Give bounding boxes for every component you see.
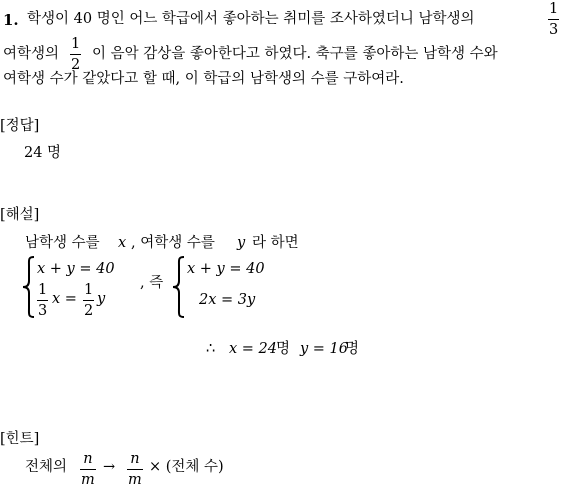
system1-equation-1: x + y = 40 xyxy=(37,261,115,277)
system1-fraction-1-2 xyxy=(83,283,94,318)
solution-header: [해설] xyxy=(0,207,40,223)
solution-intro-b: , 여학생 수를 xyxy=(131,235,215,251)
problem-line-2-text: 이 음악 감상을 좋아한다고 하였다. 축구를 좋아하는 남학생 수와 xyxy=(92,46,498,62)
fraction-numerator: 1 xyxy=(38,282,48,298)
system1-fraction-1-3 xyxy=(37,283,48,318)
hint-header: [힌트] xyxy=(0,431,40,447)
result-y-unit: 명 xyxy=(345,341,360,357)
solution-connector: , 즉 xyxy=(140,275,164,291)
result-y: y = 16 xyxy=(300,341,349,357)
fraction-bar xyxy=(80,469,96,470)
fraction-numerator: n xyxy=(83,451,93,467)
fraction-denominator: 3 xyxy=(38,302,48,319)
hint-prefix: 전체의 xyxy=(25,459,68,475)
variable-x: x xyxy=(118,235,127,251)
result-x-unit: 명 xyxy=(276,341,291,357)
answer-header: [정답] xyxy=(0,118,40,134)
problem-fraction-1-2 xyxy=(70,37,81,72)
system1-equation-2-mid: x = xyxy=(52,291,77,307)
problem-number: 1. xyxy=(3,11,19,29)
arrow-icon: → xyxy=(103,459,116,475)
answer-value: 24 명 xyxy=(24,145,62,161)
problem-line-3: 여학생 수가 같았다고 할 때, 이 학급의 남학생의 수를 구하여라. xyxy=(3,71,404,87)
fraction-bar xyxy=(83,300,94,301)
hint-fraction-1 xyxy=(80,452,96,487)
fraction-numerator: 1 xyxy=(84,282,94,298)
hint-suffix: × (전체 수) xyxy=(149,459,224,475)
fraction-numerator: 1 xyxy=(71,36,81,52)
left-brace-icon xyxy=(172,256,186,318)
result-x: x = 24 xyxy=(229,341,277,357)
fraction-bar xyxy=(37,300,48,301)
system1-equation-2-end: y xyxy=(97,291,106,307)
fraction-denominator: 3 xyxy=(549,21,559,38)
problem-fraction-1-3 xyxy=(548,2,559,37)
variable-y: y xyxy=(237,235,246,251)
solution-intro-a: 남학생 수를 xyxy=(25,235,100,251)
left-brace-icon xyxy=(22,256,36,318)
fraction-denominator: m xyxy=(128,471,142,488)
fraction-numerator: 1 xyxy=(549,1,559,17)
therefore-icon: ∴ xyxy=(206,341,216,357)
problem-line-2-prefix: 여학생의 xyxy=(3,46,60,62)
fraction-bar xyxy=(127,469,143,470)
fraction-bar xyxy=(548,19,559,20)
fraction-denominator: 2 xyxy=(71,56,81,73)
solution-intro-c: 라 하면 xyxy=(252,235,299,251)
problem-line-1: 학생이 40 명인 어느 학급에서 좋아하는 취미를 조사하였더니 남학생의 xyxy=(27,11,475,27)
fraction-bar xyxy=(70,54,81,55)
fraction-denominator: m xyxy=(81,471,95,488)
system2-equation-1: x + y = 40 xyxy=(187,261,265,277)
system2-equation-2: 2x = 3y xyxy=(199,292,256,308)
fraction-denominator: 2 xyxy=(84,302,94,319)
hint-fraction-2 xyxy=(127,452,143,487)
fraction-numerator: n xyxy=(130,451,140,467)
